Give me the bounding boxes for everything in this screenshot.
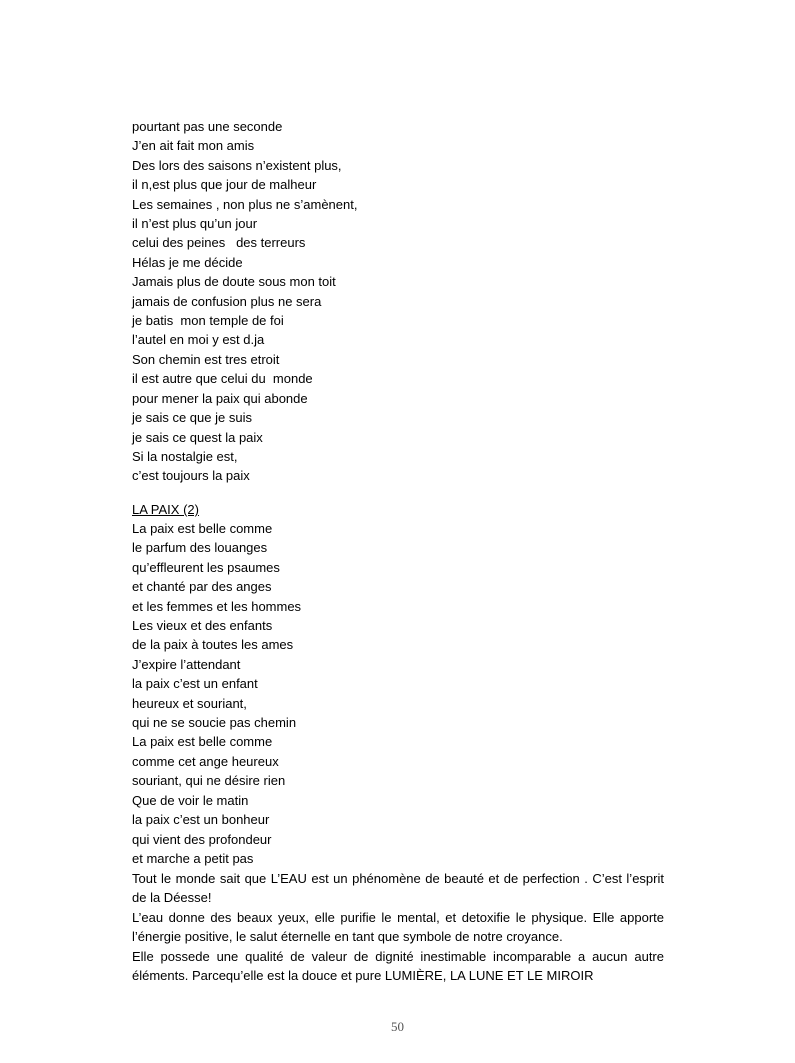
poem-line: qui vient des profondeur xyxy=(132,831,272,847)
poem-line: Hélas je me décide xyxy=(132,254,243,270)
poem-line: et chanté par des anges xyxy=(132,579,272,595)
poem-line: Les semaines , non plus ne s’amènent, xyxy=(132,196,358,212)
poem-line: le parfum des louanges xyxy=(132,540,268,556)
page-number: 50 xyxy=(391,1019,404,1034)
poem-line: de la paix à toutes les ames xyxy=(132,637,294,653)
poem-line: la paix c’est un enfant xyxy=(132,676,258,692)
poem-line: qu’effleurent les psaumes xyxy=(132,559,280,575)
poem-line: La paix est belle comme xyxy=(132,521,273,536)
prose-paragraph: Elle possede une qualité de valeur de dignité inestimable incomparable a aucun autre éléments. Parcequ’elle est la douce et pure LUMIÈRE, LA LUNE ET LE MIROIR xyxy=(132,948,664,984)
poem-line: jamais de confusion plus ne sera xyxy=(132,293,322,309)
poem-line: l’autel en moi y est d.ja xyxy=(132,332,265,348)
poem-continuation xyxy=(132,117,664,486)
poem-line: Que de voir le matin xyxy=(132,792,249,808)
poem-line: J’en ait fait mon amis xyxy=(132,138,255,154)
poem-line: celui des peines des terreurs xyxy=(132,235,306,251)
poem-line: je sais ce quest la paix xyxy=(132,429,263,445)
poem-line: et les femmes et les hommes xyxy=(132,598,302,614)
prose-section xyxy=(132,869,664,985)
poem-line: La paix est belle comme xyxy=(132,734,273,750)
prose-paragraph: Tout le monde sait que L’EAU est un phénomène de beauté et de perfection . C’est l’esprit de la Déesse! xyxy=(132,871,664,906)
poem-title: LA PAIX (2) xyxy=(132,502,199,517)
poem-line: il n,est plus que jour de malheur xyxy=(132,177,317,193)
poem-line: J’expire l’attendant xyxy=(132,656,241,672)
poem-line: pourtant pas une seconde xyxy=(132,119,283,134)
poem-line: pour mener la paix qui abonde xyxy=(132,390,308,406)
poem-line: il est autre que celui du monde xyxy=(132,371,313,387)
prose-paragraph: L’eau donne des beaux yeux, elle purifie le mental, et detoxifie le physique. Elle apporte l’énergie positive, le salut éternelle en tant que symbole de notre croyance. xyxy=(132,909,664,945)
poem-line: je sais ce que je suis xyxy=(132,410,252,426)
poem-line: la paix c’est un bonheur xyxy=(132,812,270,828)
poem-line: Les vieux et des enfants xyxy=(132,618,273,634)
poem-line: comme cet ange heureux xyxy=(132,753,279,769)
poem-line: souriant, qui ne désire rien xyxy=(132,773,286,789)
poem-line: Son chemin est tres etroit xyxy=(132,351,280,367)
poem-line: il n’est plus qu’un jour xyxy=(132,216,258,232)
poem-line: c’est toujours la paix xyxy=(132,468,250,484)
poem-line: Des lors des saisons n’existent plus, xyxy=(132,157,342,173)
poem-line: heureux et souriant, xyxy=(132,695,247,711)
poem-line: Si la nostalgie est, xyxy=(132,448,238,464)
poem-line: Jamais plus de doute sous mon toit xyxy=(132,274,336,290)
poem-la-paix xyxy=(132,519,664,868)
poem-line: je batis mon temple de foi xyxy=(132,313,284,329)
poem-line: qui ne se soucie pas chemin xyxy=(132,715,297,731)
poem-line: et marche a petit pas xyxy=(132,850,254,866)
